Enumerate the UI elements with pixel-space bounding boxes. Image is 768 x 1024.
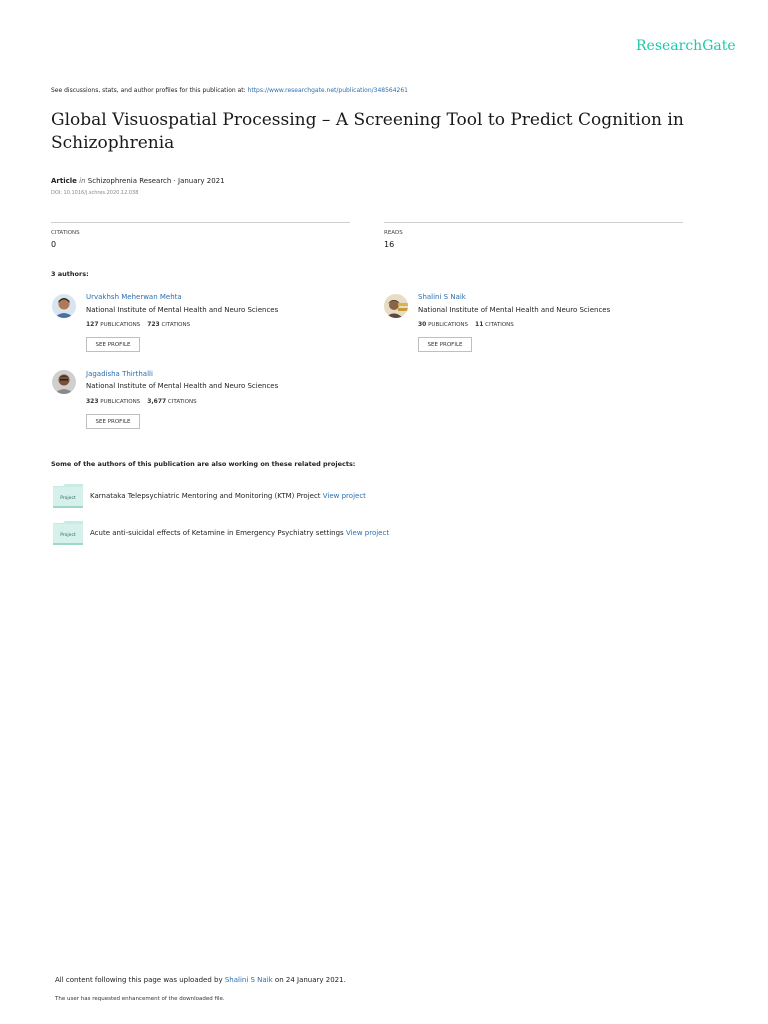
see-profile-button[interactable]: SEE PROFILE xyxy=(86,414,140,429)
project-icon-label: Project xyxy=(60,496,76,501)
project-title: Karnataka Telepsychiatric Mentoring and Monitoring (KTM) Project xyxy=(90,492,321,500)
discussion-text: See discussions, stats, and author profiles for this publication at: xyxy=(51,87,248,94)
author-institution: National Institute of Mental Health and Neuro Sciences xyxy=(86,306,279,314)
project-item xyxy=(90,492,366,500)
author-name[interactable]: Urvakhsh Meherwan Mehta xyxy=(86,293,182,301)
citations-count: 11 xyxy=(475,321,484,328)
divider-reads xyxy=(384,222,683,223)
journal-date: Schizophrenia Research · January 2021 xyxy=(87,177,225,185)
publications-label: PUBLICATIONS xyxy=(100,399,141,405)
author-name[interactable]: Shalini S Naik xyxy=(418,293,466,301)
authors-heading: 3 authors: xyxy=(51,270,89,278)
article-type: Article xyxy=(51,177,77,185)
doi: DOI: 10.1016/j.schres.2020.12.038 xyxy=(51,190,139,196)
author-stats xyxy=(86,321,190,328)
citations-value: 0 xyxy=(51,240,57,249)
project-folder-icon xyxy=(53,484,83,508)
avatar[interactable] xyxy=(52,294,76,318)
uploader-link[interactable]: Shalini S Naik xyxy=(224,976,273,984)
citations-label: CITATIONS xyxy=(485,322,514,328)
see-profile-button[interactable]: SEE PROFILE xyxy=(418,337,472,352)
see-profile-button[interactable]: SEE PROFILE xyxy=(86,337,140,352)
project-item xyxy=(90,529,389,537)
author-stats xyxy=(86,398,197,405)
discussion-line xyxy=(51,87,408,94)
upload-suffix: on 24 January 2021. xyxy=(272,976,346,984)
related-projects-heading: Some of the authors of this publication are also working on these related projects: xyxy=(51,460,356,468)
author-name[interactable]: Jagadisha Thirthalli xyxy=(86,370,153,378)
project-icon-label: Project xyxy=(60,533,76,538)
publications-count: 127 xyxy=(86,321,99,328)
enhancement-note: The user has requested enhancement of the downloaded file. xyxy=(55,996,225,1002)
upload-prefix: All content following this page was uploaded by xyxy=(55,976,225,984)
citations-label: CITATIONS xyxy=(161,322,191,328)
citations-label: CITATIONS xyxy=(167,399,197,405)
project-title: Acute anti-suicidal effects of Ketamine in Emergency Psychiatry settings xyxy=(90,529,344,537)
citations-count: 3,677 xyxy=(147,398,167,405)
avatar[interactable] xyxy=(384,294,408,318)
upload-notice xyxy=(55,976,346,984)
researchgate-logo[interactable]: ResearchGate xyxy=(636,38,736,54)
author-stats xyxy=(418,321,514,328)
author-institution: National Institute of Mental Health and Neuro Sciences xyxy=(86,382,279,390)
divider-citations xyxy=(51,222,350,223)
avatar[interactable] xyxy=(52,370,76,394)
publications-count: 30 xyxy=(418,321,427,328)
reads-value: 16 xyxy=(384,240,395,249)
citations-count: 723 xyxy=(147,321,160,328)
paper-title: Global Visuospatial Processing – A Screening Tool to Predict Cognition in Schizophrenia xyxy=(51,110,684,153)
view-project-link[interactable]: View project xyxy=(322,492,366,500)
citations-label: CITATIONS xyxy=(51,230,80,236)
author-institution: National Institute of Mental Health and Neuro Sciences xyxy=(418,306,611,314)
view-project-link[interactable]: View project xyxy=(345,529,390,537)
reads-label: READS xyxy=(384,230,403,236)
article-meta xyxy=(51,177,225,185)
publication-url-link[interactable]: https://www.researchgate.net/publication/348564261 xyxy=(247,87,408,94)
publications-count: 323 xyxy=(86,398,99,405)
article-in: in xyxy=(79,177,86,185)
publications-label: PUBLICATIONS xyxy=(100,322,141,328)
publications-label: PUBLICATIONS xyxy=(428,322,469,328)
project-folder-icon xyxy=(53,521,83,545)
